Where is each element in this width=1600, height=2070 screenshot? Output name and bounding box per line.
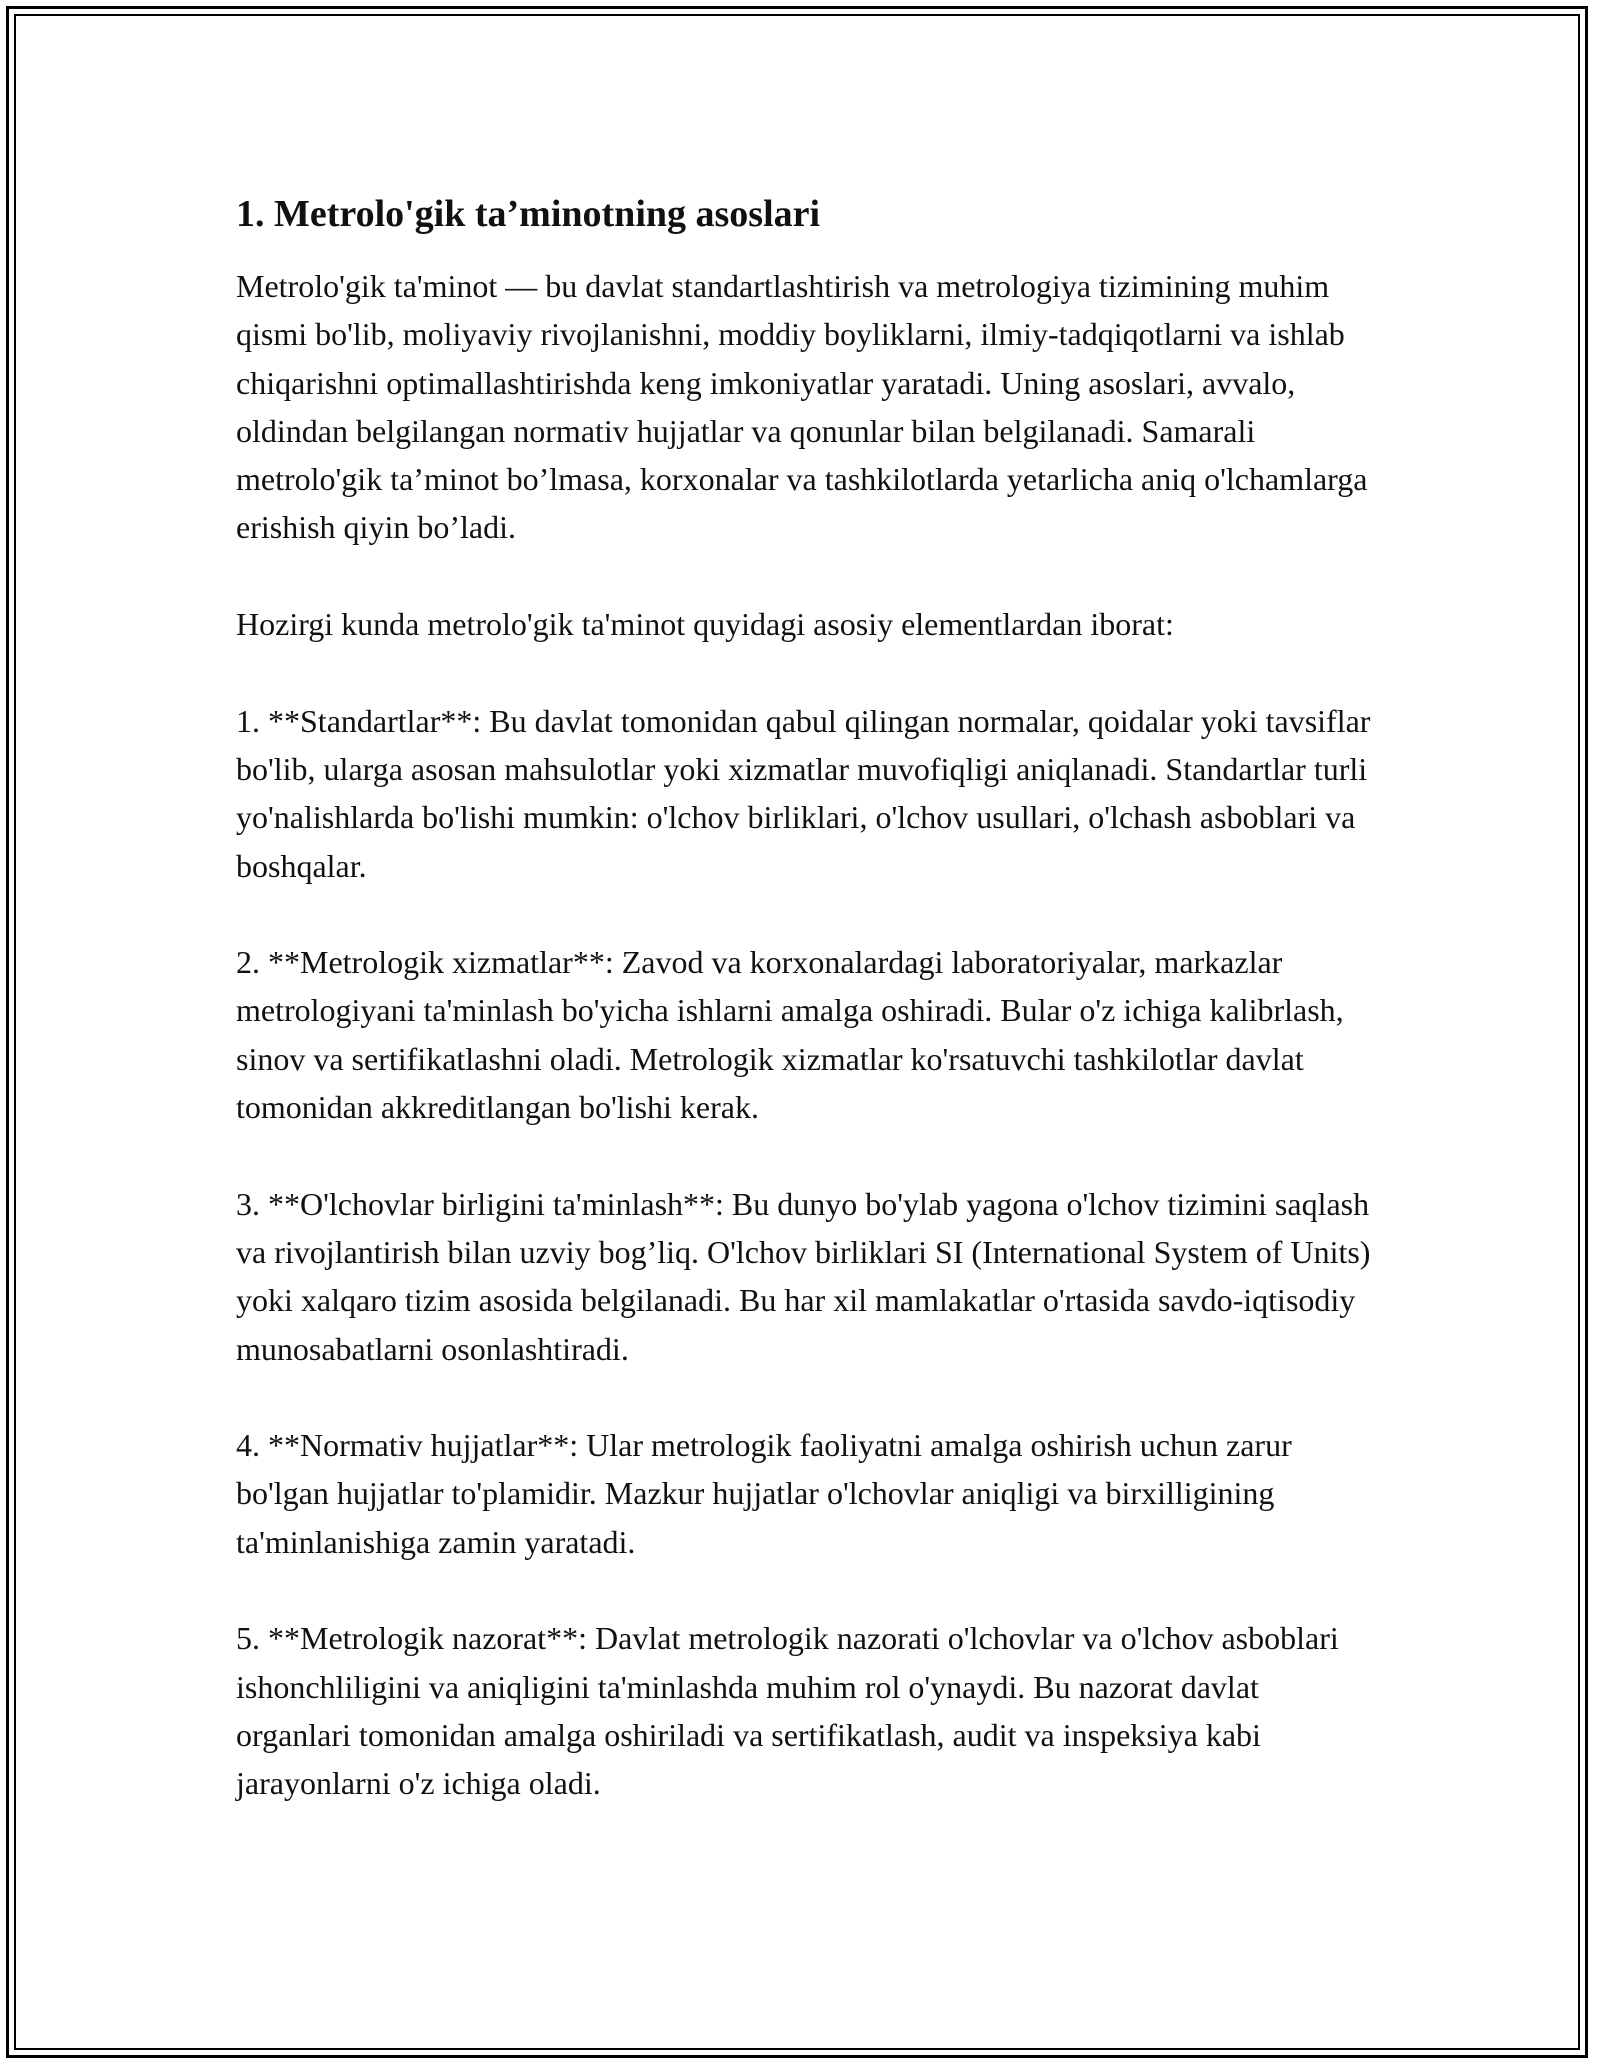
list-item-standards: 1. **Standartlar**: Bu davlat tomonidan qabul qilingan normalar, qoidalar yoki tavsiflar bo'lib, ularga asosan mahsulotlar yoki xizmatlar muvofiqligi aniqlanadi. Standartlar turli yo'nalishlarda bo'lishi mumkin: o'lchov birliklari, o'lchov usullari, o'lchash asboblari va boshqalar. (236, 702, 1371, 884)
list-item-normative-documents: 4. **Normativ hujjatlar**: Ular metrologik faoliyatni amalga oshirish uchun zarur bo'lgan hujjatlar to'plamidir. Mazkur hujjatlar o'lchovlar aniqligi va birxilligining ta'minlanishiga zamin yaratadi. (236, 1427, 1292, 1560)
list-item-metrology-control: 5. **Metrologik nazorat**: Davlat metrologik nazorati o'lchovlar va o'lchov asboblari ishonchliligini va aniqligini ta'minlashda muhim rol o'ynaydi. Bu nazorat davlat organlari tomonidan amalga oshiriladi va sertifikatlash, audit va inspeksiya kabi jarayonlarni o'z ichiga oladi. (236, 1620, 1339, 1802)
list-item-unit-uniformity: 3. **O'lchovlar birligini ta'minlash**: Bu dunyo bo'ylab yagona o'lchov tizimini saqlash va rivojlantirish bilan uzviy bog’liq. O'lchov birliklari SI (International System of Units) yoki xalqaro tizim asosida belgilanadi. Bu har xil mamlakatlar o'rtasida savdo-iqtisodiy munosabatlarni osonlashtiradi. (236, 1185, 1371, 1367)
section-title: 1. Metrolo'gik ta’minotning asoslari (236, 193, 821, 235)
intro-paragraph: Metrolo'gik ta'minot — bu davlat standartlashtirish va metrologiya tizimining muhim qismi bo'lib, moliyaviy rivojlanishni, moddiy boyliklarni, ilmiy-tadqiqotlarni va ishlab chiqarishni optimallashtirishda keng imkoniyatlar yaratadi. Uning asoslari, avvalo, oldindan belgilangan normativ hujjatlar va qonunlar bilan belgilanadi. Samarali metrolo'gik ta’minot bo’lmasa, korxonalar va tashkilotlarda yetarlicha aniq o'lchamlarga erishish qiyin bo’ladi. (236, 268, 1368, 546)
elements-intro-paragraph: Hozirgi kunda metrolo'gik ta'minot quyidagi asosiy elementlardan iborat: (236, 606, 1174, 643)
list-item-metrology-services: 2. **Metrologik xizmatlar**: Zavod va korxonalardagi laboratoriyalar, markazlar metrologiyani ta'minlash bo'yicha ishlarni amalga oshiradi. Bular o'z ichiga kalibrlash, sinov va sertifikatlashni oladi. Metrologik xizmatlar ko'rsatuvchi tashkilotlar davlat tomonidan akkreditlangan bo'lishi kerak. (236, 944, 1344, 1126)
document-body (236, 188, 1376, 1808)
